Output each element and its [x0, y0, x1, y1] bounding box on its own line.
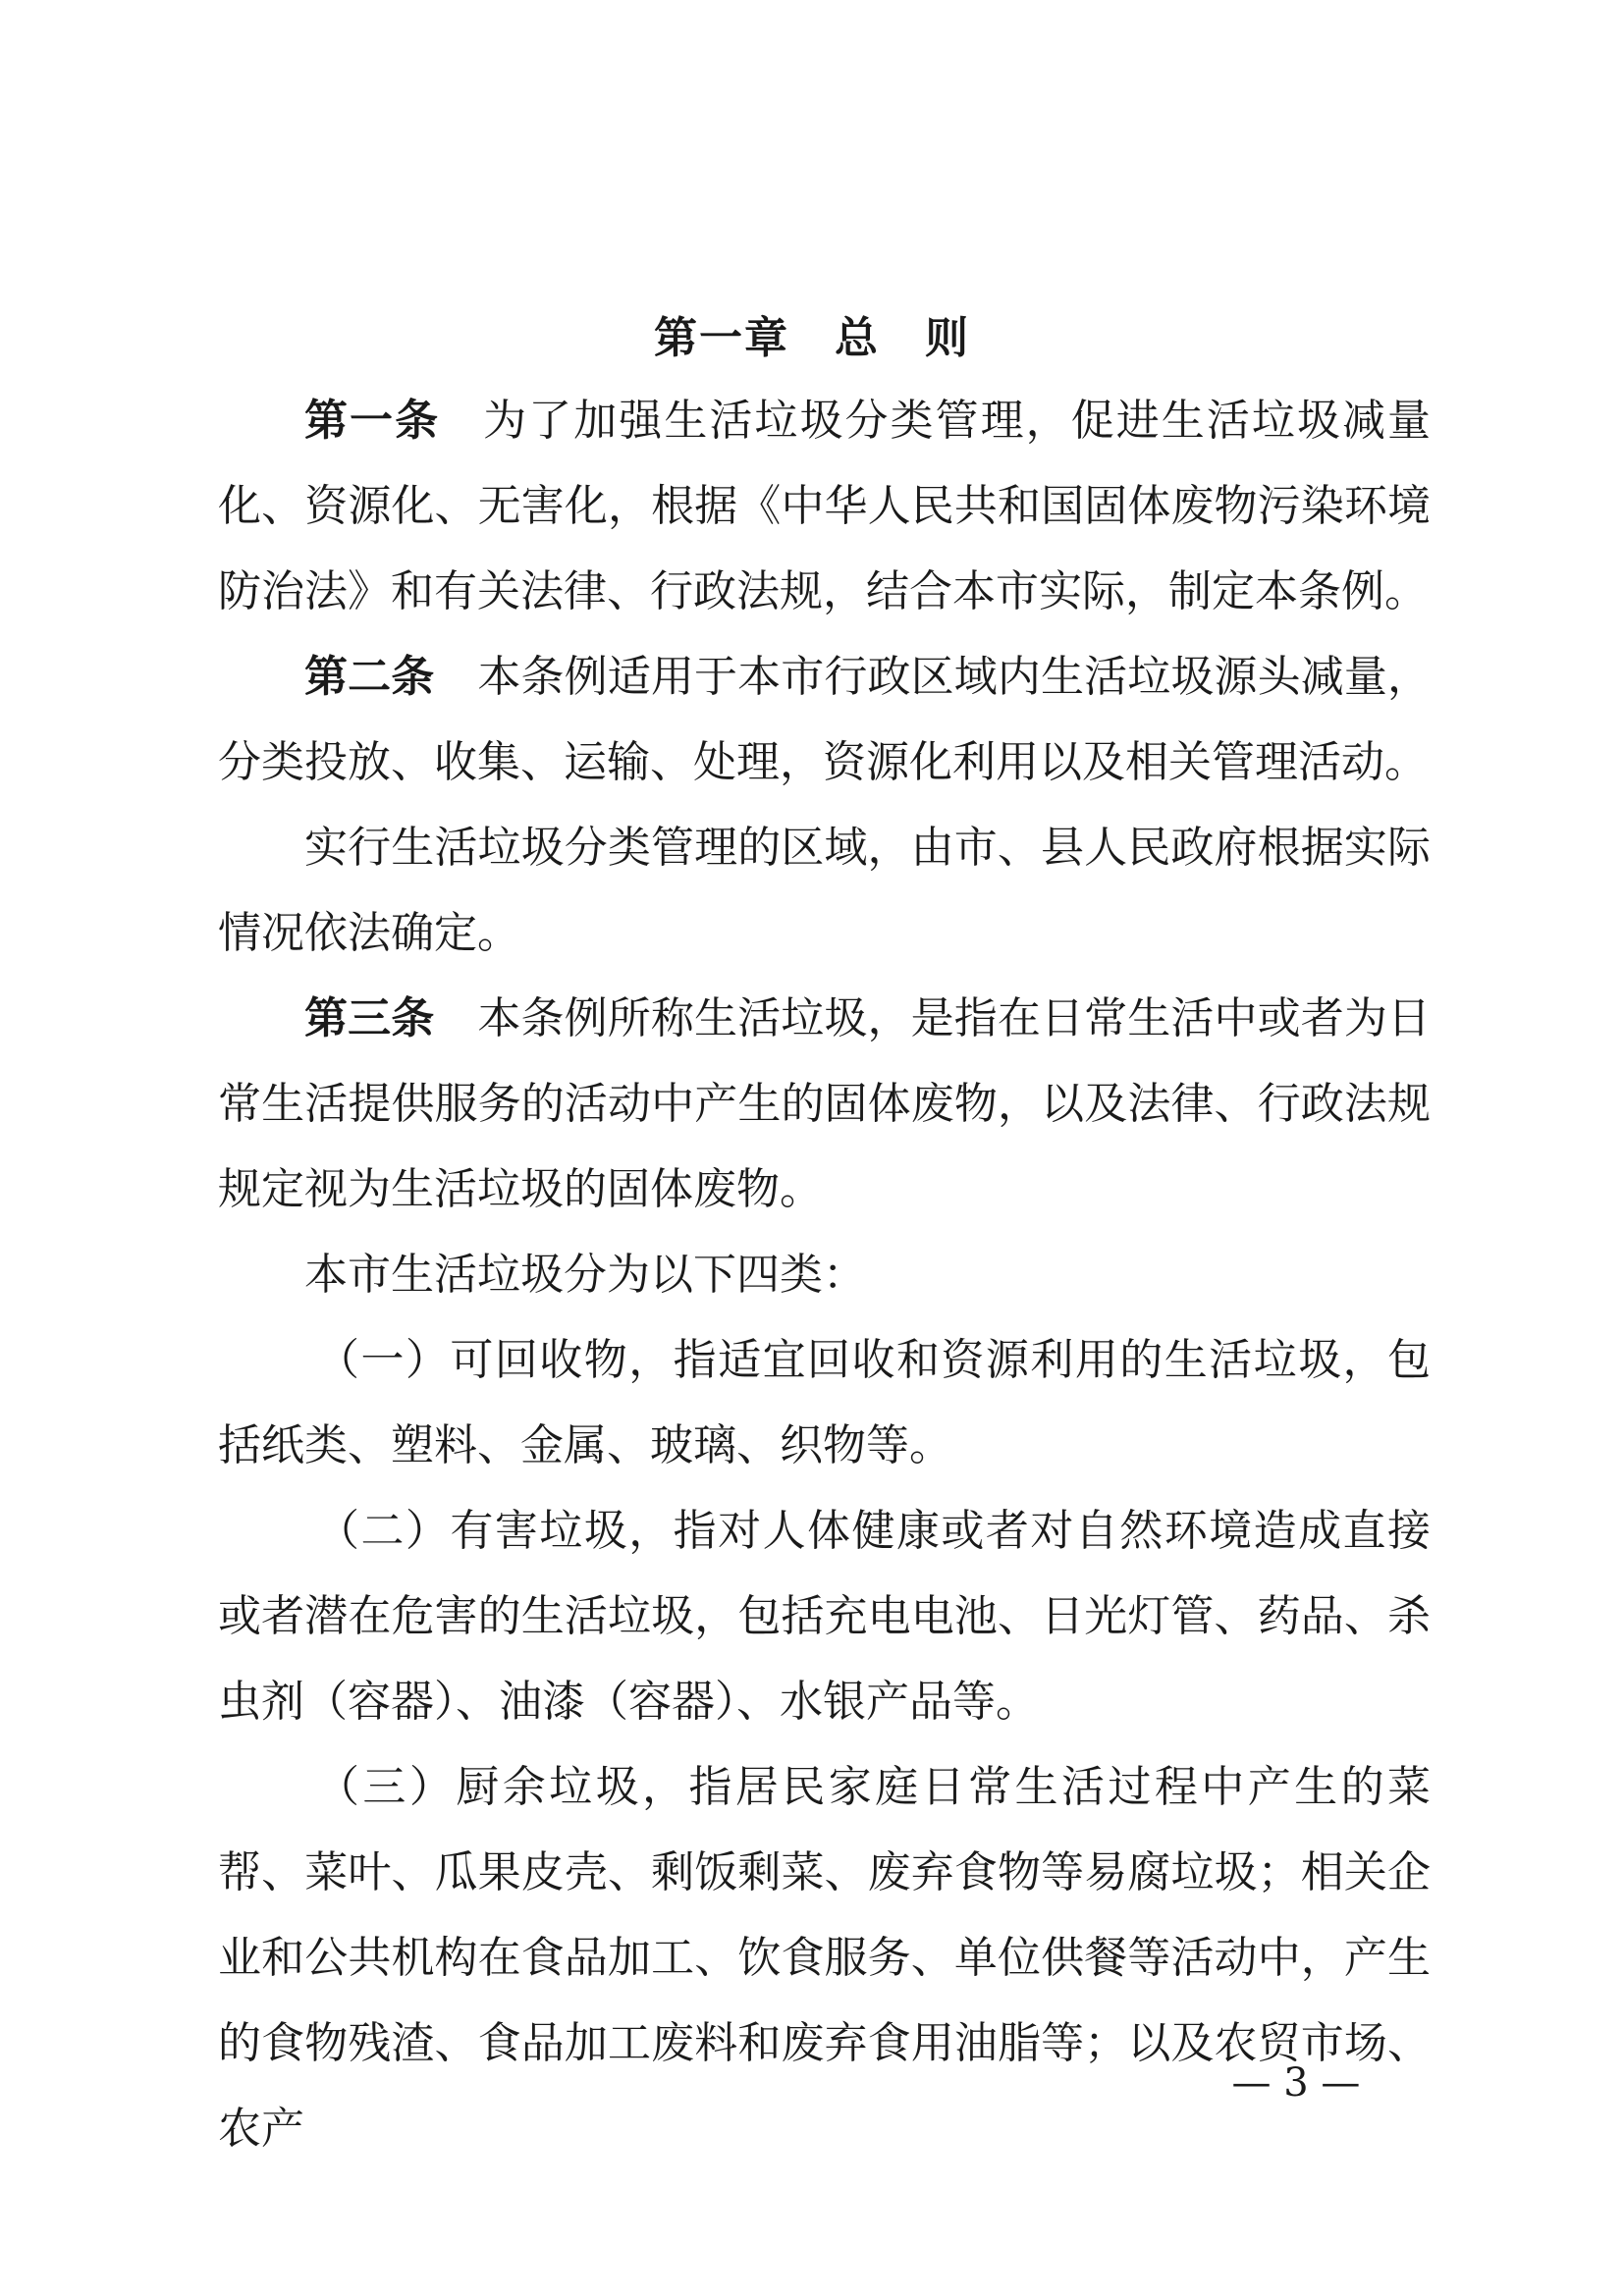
article-1: [218, 378, 1431, 634]
article-2-text: 本条例适用于本市行政区域内生活垃圾源头减量，分类投放、收集、运输、处理，资源化利用以及相关管理活动。: [218, 652, 1431, 787]
article-3-text: 本条例所称生活垃圾，是指在日常生活中或者为日常生活提供服务的活动中产生的固体废物，以及法律、行政法规规定视为生活垃圾的固体废物。: [218, 993, 1431, 1214]
article-3-paragraph-2: 本市生活垃圾分为以下四类：: [304, 1250, 866, 1300]
article-2: [218, 634, 1431, 805]
regulation-body: [218, 378, 1431, 2171]
chapter-title: 第一章 总 则: [654, 313, 970, 363]
category-recyclable: （一）可回收物，指适宜回收和资源利用的生活垃圾，包括纸类、塑料、金属、玻璃、织物等。: [218, 1335, 1431, 1470]
category-kitchen-waste: （三）厨余垃圾，指居民家庭日常生活过程中产生的菜帮、菜叶、瓜果皮壳、剩饭剩菜、废弃食物等易腐垃圾；相关企业和公共机构在食品加工、饮食服务、单位供餐等活动中，产生的食物残渣、食品加工废料和废弃食用油脂等；以及农贸市场、农产: [218, 1762, 1431, 2154]
article-1-text: 为了加强生活垃圾分类管理，促进生活垃圾减量化、资源化、无害化，根据《中华人民共和国固体废物污染环境防治法》和有关法律、行政法规，结合本市实际，制定本条例。: [218, 396, 1432, 616]
category-hazardous: （二）有害垃圾，指对人体健康或者对自然环境造成直接或者潜在危害的生活垃圾，包括充电电池、日光灯管、药品、杀虫剂（容器）、油漆（容器）、水银产品等。: [218, 1506, 1431, 1727]
page-number: — 3 —: [1231, 2060, 1361, 2106]
article-2-label: 第二条: [304, 652, 435, 702]
article-1-label: 第一条: [304, 396, 441, 446]
article-3-label: 第三条: [304, 993, 435, 1043]
article-2-paragraph-2: 实行生活垃圾分类管理的区域，由市、县人民政府根据实际情况依法确定。: [218, 823, 1431, 958]
article-3: [218, 976, 1431, 1232]
